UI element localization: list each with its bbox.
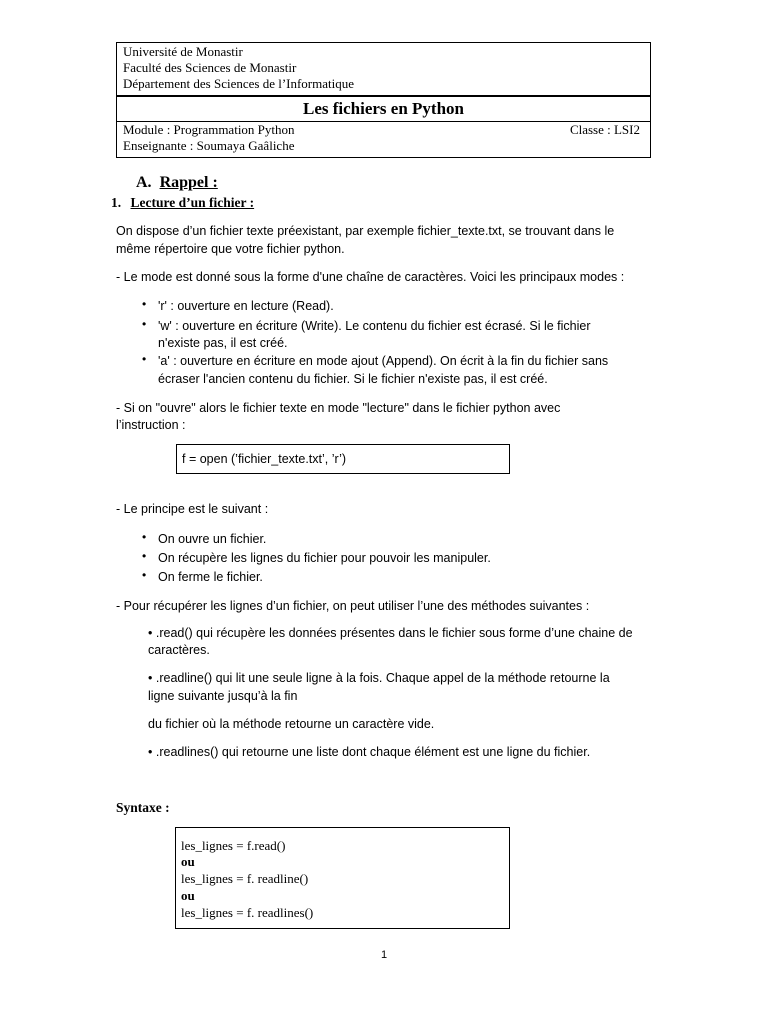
bullet-icon: • xyxy=(142,297,147,311)
subsection-title: Lecture d’un fichier : xyxy=(130,195,255,210)
syntax-line: les_lignes = f.read() xyxy=(181,838,286,853)
method-line: .readline() qui lit une seule ligne à la fois. Chaque appel de la méthode retourne la xyxy=(155,671,610,685)
intro-line: même répertoire que votre fichier python. xyxy=(116,242,345,256)
open-intro-line: - Si on "ouvre" alors le fichier texte en mode "lecture" dans le fichier python avec xyxy=(116,401,561,415)
bullet-icon: • xyxy=(142,530,147,544)
page-number: 1 xyxy=(380,949,388,961)
method-line: caractères. xyxy=(148,643,210,657)
institution-line: Université de Monastir xyxy=(123,44,243,59)
syntax-or: ou xyxy=(181,888,195,903)
syntax-or: ou xyxy=(181,854,195,869)
mode-line: écraser l'ancien contenu du fichier. Si le fichier n'existe pas, il est créé. xyxy=(158,372,548,386)
intro-line: On dispose d’un fichier texte préexistant, par exemple fichier_texte.txt, se trouvant dans le xyxy=(116,224,615,238)
syntax-code-box xyxy=(175,827,510,929)
bullet-icon: • xyxy=(142,549,147,563)
method-readline xyxy=(148,669,610,687)
document-title: Les fichiers en Python xyxy=(117,95,650,121)
mode-line: n'existe pas, il est créé. xyxy=(158,336,288,350)
method-readlines xyxy=(148,743,590,761)
open-code: f = open (’fichier_texte.txt’, ’r’) xyxy=(182,452,347,466)
method-line: .readlines() qui retourne une liste dont chaque élément est une ligne du fichier. xyxy=(155,745,591,759)
method-line: .read() qui récupère les données présentes dans le fichier sous forme d’une chaine de xyxy=(155,626,633,640)
method-line: ligne suivante jusqu’à la fin xyxy=(148,689,298,703)
bullet-icon: • xyxy=(142,568,147,582)
bullet-icon: • xyxy=(148,626,153,640)
bullet-icon: • xyxy=(148,745,153,759)
module-label: Module : Programmation Python xyxy=(123,122,295,137)
principle-step: On ouvre un fichier. xyxy=(158,532,267,546)
institution-line: Faculté des Sciences de Monastir xyxy=(123,60,297,75)
methods-intro: - Pour récupérer les lignes d’un fichier, on peut utiliser l’une des méthodes suivantes : xyxy=(116,599,590,613)
document-header xyxy=(116,42,651,158)
class-label: Classe : LSI2 xyxy=(569,122,640,137)
section-letter: A. xyxy=(136,174,152,191)
principle-step: On ferme le fichier. xyxy=(158,570,263,584)
section-heading xyxy=(136,173,218,193)
modes-intro: - Le mode est donné sous la forme d'une chaîne de caractères. Voici les principaux modes : xyxy=(116,270,625,284)
open-code-box xyxy=(176,444,510,474)
method-line: du fichier où la méthode retourne un caractère vide. xyxy=(148,717,435,731)
teacher-label: Enseignante : Soumaya Gaâliche xyxy=(123,138,295,153)
institution-line: Département des Sciences de l’Informatique xyxy=(123,76,355,91)
principle-step: On récupère les lignes du fichier pour pouvoir les manipuler. xyxy=(158,551,491,565)
mode-line: 'a' : ouverture en écriture en mode ajout (Append). On écrit à la fin du fichier sans xyxy=(158,354,609,368)
mode-line: 'r' : ouverture en lecture (Read). xyxy=(158,299,334,313)
subsection-heading xyxy=(111,194,254,211)
syntax-line: les_lignes = f. readline() xyxy=(181,871,309,886)
method-read xyxy=(148,624,633,642)
mode-line: 'w' : ouverture en écriture (Write). Le contenu du fichier est écrasé. Si le fichier xyxy=(158,319,591,333)
subsection-number: 1. xyxy=(111,195,122,210)
course-meta xyxy=(117,121,650,157)
open-intro-line: l’instruction : xyxy=(116,418,186,432)
syntax-label: Syntaxe : xyxy=(116,800,170,815)
syntax-line: les_lignes = f. readlines() xyxy=(181,905,314,920)
bullet-icon: • xyxy=(142,352,147,366)
bullet-icon: • xyxy=(148,671,153,685)
institution-block xyxy=(117,43,650,95)
principle-intro: - Le principe est le suivant : xyxy=(116,502,269,516)
section-title: Rappel : xyxy=(159,174,218,191)
bullet-icon: • xyxy=(142,317,147,331)
